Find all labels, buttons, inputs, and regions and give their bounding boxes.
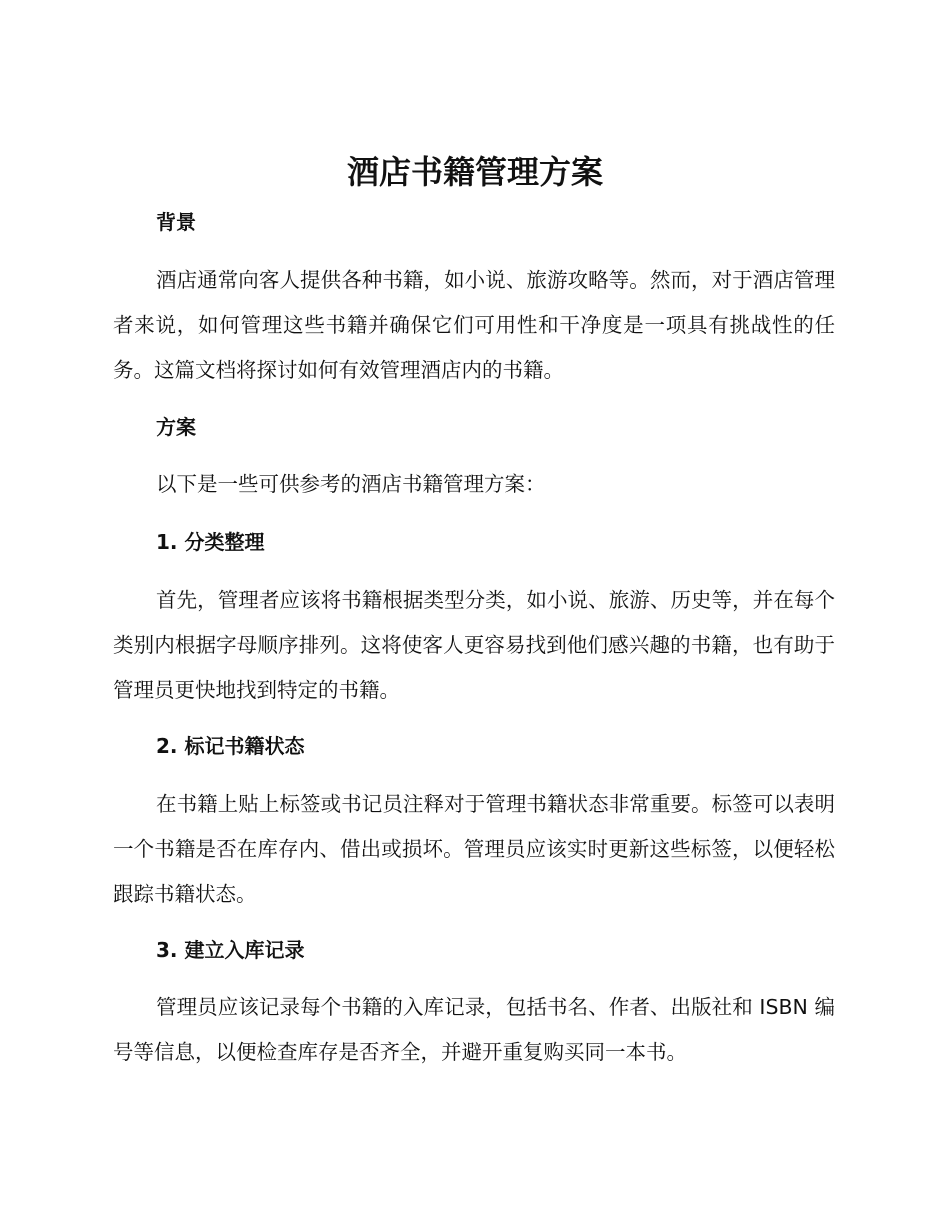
section-paragraph-plan: 以下是一些可供参考的酒店书籍管理方案： [156, 472, 546, 496]
section-paragraph-status: 在书籍上贴上标签或书记员注释对于管理书籍状态非常重要。标签可以表明一个书籍是否在库存内、借出或损坏。管理员应该实时更新这些标签，以便轻松跟踪书籍状态。 [113, 792, 835, 906]
section-paragraph-records: 管理员应该记录每个书籍的入库记录，包括书名、作者、出版社和 ISBN 编号等信息，以便检查库存是否齐全，并避开重复购买同一本书。 [113, 995, 835, 1064]
document-title: 酒店书籍管理方案 [346, 153, 603, 191]
section-paragraph-background: 酒店通常向客人提供各种书籍，如小说、旅游攻略等。然而，对于酒店管理者来说，如何管理这些书籍并确保它们可用性和干净度是一项具有挑战性的任务。这篇文档将探讨如何有效管理酒店内的书籍。 [113, 268, 835, 382]
section-heading-categorize: 1. 分类整理 [156, 530, 265, 554]
section-heading-status: 2. 标记书籍状态 [156, 734, 305, 758]
section-paragraph-categorize: 首先，管理者应该将书籍根据类型分类，如小说、旅游、历史等，并在每个类别内根据字母顺序排列。这将使客人更容易找到他们感兴趣的书籍，也有助于管理员更快地找到特定的书籍。 [113, 588, 835, 702]
section-heading-plan: 方案 [156, 415, 196, 439]
section-heading-records: 3. 建立入库记录 [156, 938, 305, 962]
section-heading-background: 背景 [156, 210, 196, 234]
